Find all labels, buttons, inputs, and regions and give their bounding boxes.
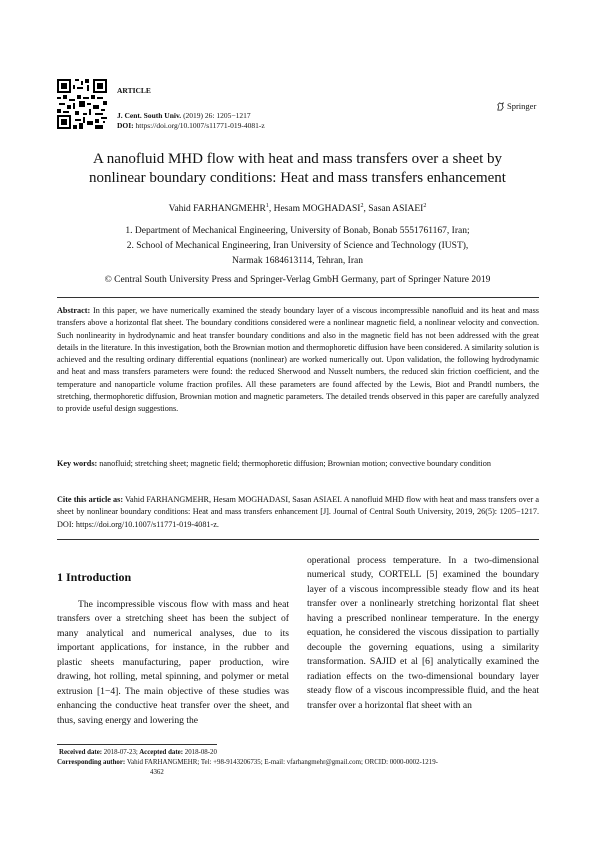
springer-logo	[496, 101, 536, 111]
author-2: , Hesam MOGHADASI	[268, 204, 361, 215]
corresponding-text: Vahid FARHANGMEHR; Tel: +98-9143206735; E-mail: vfarhangmehr@gmail.com; ORCID: 0000-0002-1219-	[125, 759, 438, 766]
title-line-2: nonlinear boundary conditions: Heat and mass transfers enhancement	[89, 170, 506, 186]
affiliation-2: 2. School of Mechanical Engineering, Iran University of Science and Technology (IUST),	[126, 241, 469, 251]
cite-text: Vahid FARHANGMEHR, Hesam MOGHADASI, Sasan ASIAEI. A nanofluid MHD flow with heat and mass transfers over a sheet by nonlinear boundary conditions: Heat and mass transfers enhancement [J]. Journal of Central South University, 2019, 26(5): 1205−1217. DOI: https://doi.org/10.1007/s11771-019-4081-z.	[57, 495, 539, 529]
affiliation-1: 1. Department of Mechanical Engineering, University of Bonab, Bonab 5551761167, Iran;	[125, 226, 470, 236]
title-line-1: A nanofluid MHD flow with heat and mass transfers over a sheet by	[92, 151, 503, 167]
received-label: Received date:	[59, 749, 103, 756]
top-rule	[57, 297, 539, 298]
volume-pages: (2019) 26: 1205−1217	[181, 111, 251, 120]
publisher-name: Springer	[507, 101, 537, 111]
author-3-affil: 2	[423, 203, 427, 209]
corresponding-note	[57, 758, 543, 768]
keywords-text: nanofluid; stretching sheet; magnetic field; thermophoretic diffusion; Brownian motion; convective boundary condition	[97, 459, 491, 468]
accepted-label: Accepted date:	[137, 749, 184, 756]
keywords-label: Key words:	[57, 459, 98, 468]
springer-horse-icon	[496, 102, 505, 111]
intro-left-column: The incompressible viscous flow with mass and heat transfers over a stretching sheet has been the subject of many analytical and numerical analyses, due to its important applications, for instance, in the rubber and plastic sheets manufacturing, paper production, wire drawing, hot rolling, metal spinning, and polymer or metal extrusion [1−4]. The main objective of these studies was enhancing the conductive heat transfer over the sheet, and thus, saving energy and lowering the	[57, 599, 289, 726]
author-1: Vahid FARHANGMEHR	[168, 204, 266, 215]
bottom-rule	[57, 539, 539, 540]
author-2-affil: 2	[360, 203, 364, 209]
doi-link[interactable]: https://doi.org/10.1007/s11771-019-4081-z	[133, 121, 265, 130]
corresponding-label: Corresponding author:	[57, 759, 126, 766]
article-label: ARTICLE	[117, 86, 151, 95]
author-3: , Sasan ASIAEI	[363, 204, 424, 215]
dates-note	[57, 748, 543, 758]
copyright-notice: © Central South University Press and Springer-Verlag GmbH Germany, part of Springer Nature 2019	[104, 275, 491, 285]
abstract	[57, 305, 539, 416]
footnotes	[57, 748, 543, 778]
paper-title	[40, 150, 555, 188]
cite-as	[57, 494, 539, 531]
abstract-label: Abstract:	[57, 306, 91, 315]
accepted-date: 2018-08-20	[183, 749, 217, 756]
journal-citation	[117, 110, 251, 121]
cite-label: Cite this article as:	[57, 495, 124, 504]
doi-label: DOI:	[117, 121, 134, 130]
received-date: 2018-07-23;	[102, 749, 138, 756]
abstract-text: In this paper, we have numerically examined the steady boundary layer of a viscous incompressible nanofluid and its heat and mass transfers above a horizontal flat sheet. The boundary conditions considered were a nonlinear magnetic field, a nonlinear velocity and convection. Such nonlinearity in hydrodynamic and heat transfer boundary conditions and also in the magnetic field has not been addressed with the great details in the literature. In this investigation, both the Brownian motion and thermophoretic diffusion have been considered. A similarity solution is achieved and the resulting ordinary differential equations (nonlinear) are worked numerically out. Upon validation, the following hydrodynamic and heat and mass transfers parameters were found: the reduced Sherwood and Nusselt numbers, the reduced skin friction coefficient, and the temperature and nanoparticle volume fraction profiles. All these parameters are found affected by the Lewis, Biot and Prandtl numbers, the stretching, thermophoretic diffusion, Brownian motion and magnetic parameters. The detailed trends observed in this paper are carefully analyzed to provide useful design suggestions.	[57, 306, 539, 414]
qr-code	[57, 79, 107, 129]
author-list	[40, 203, 555, 214]
journal-name: J. Cent. South Univ.	[117, 111, 182, 120]
affiliations	[40, 224, 555, 269]
affiliation-2-cont: Narmak 1684613114, Tehran, Iran	[232, 256, 363, 266]
intro-right-column: operational process temperature. In a two-dimensional numerical study, CORTELL [5] examined the boundary layer of a viscous incompressible steady flow and its heat transfer over a nonlinearly stretching horizontal flat sheet having a prescribed nonlinear temperature. In the energy equation, he considered the viscous dissipation to partially decouple the governing equations, using a similarity transformation. SAJID et al [6] analytically examined the radiation effects on the two-dimensional boundary layer steady flow of a viscous incompressible fluid, and the heat transfer over a horizontal flat sheet with an	[307, 555, 539, 711]
section-heading: 1 Introduction	[57, 570, 132, 584]
author-1-affil: 1	[265, 203, 269, 209]
keywords	[57, 458, 539, 470]
header-doi	[117, 121, 265, 130]
footnote-rule	[57, 744, 217, 745]
orcid-continuation: 4362	[150, 769, 164, 776]
